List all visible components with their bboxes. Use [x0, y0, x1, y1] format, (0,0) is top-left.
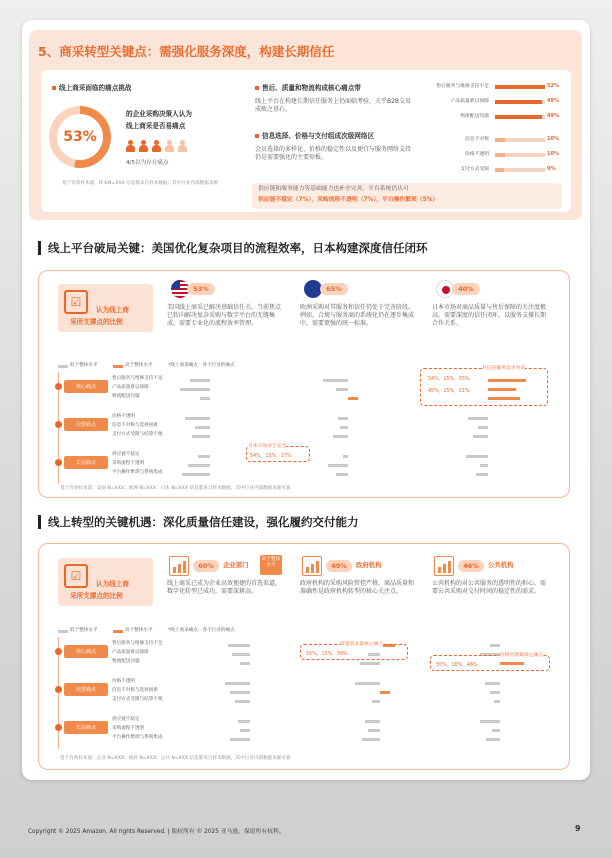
- row-label: 产品质量难以保障: [112, 385, 149, 390]
- segment-badge: 高于整体水平: [260, 555, 282, 575]
- right-bar-pct: 49%: [547, 98, 559, 104]
- group-tag: 长尾痛点: [64, 456, 108, 469]
- row-label: 价格不透明: [112, 414, 135, 419]
- online-pain-head: 线上商采面临的痛点挑战: [52, 84, 132, 93]
- person-icon: [139, 140, 148, 152]
- right-bar: [495, 153, 505, 157]
- row-label: 物流配送问题: [112, 659, 140, 664]
- row-label: 物流配送问题: [112, 394, 140, 399]
- chart-bar: [486, 738, 500, 741]
- callout1-value: 55%，15%，30%: [306, 652, 348, 657]
- chart-bar: [340, 426, 348, 429]
- timeline-dot: [55, 648, 62, 655]
- chart-bar: [190, 379, 210, 382]
- row-label: 产品质量难以保障: [112, 650, 149, 655]
- right-bar-pct: 10%: [547, 151, 559, 157]
- row-label: 平台操作繁琐与系统集成: [112, 735, 163, 740]
- group-tag: 核心痛点: [64, 380, 108, 393]
- row-label: 平台操作繁琐与系统集成: [112, 470, 163, 475]
- chart-bar: [240, 729, 250, 732]
- person-icon: [152, 140, 161, 152]
- country-text: 美国线上商采已解决基础信任关，当前焦点已转向解决复杂采购与数字平台的无缝集成，需要专业化的流程效率管理。: [167, 304, 282, 328]
- row-label: 供应链不稳定: [112, 452, 140, 457]
- chart-bar: [336, 473, 348, 476]
- segment-pct: 49%: [326, 560, 352, 572]
- chart-bar: [182, 473, 210, 476]
- chart-bar: [192, 435, 210, 438]
- person-icon: [178, 140, 187, 152]
- legend-label: 高于整体水平: [125, 363, 153, 368]
- row-label: 售后服务与维修支持不足: [112, 376, 163, 381]
- legend-swatch: [58, 630, 68, 633]
- callout-mid-title: 日本市场对于安全: [248, 444, 287, 449]
- segment-pct: 60%: [193, 560, 219, 572]
- chart-bar: [355, 682, 380, 685]
- mid-head2: 信息选择、价格与支付组成次级网络区: [255, 132, 374, 141]
- chart-bar: [240, 662, 250, 665]
- chart-bar: [480, 464, 488, 467]
- page-number: 9: [575, 824, 581, 833]
- row-label: 供应链不稳定: [112, 717, 140, 722]
- us-jp-box-line2: 采所支撑点的比例: [70, 318, 123, 326]
- pain-line1: 的企业采购决策人认为: [126, 110, 192, 118]
- segment-name: 政府机构: [356, 561, 382, 569]
- callout-mid-value: 54%，15%，17%: [250, 454, 292, 459]
- chart-bar: [230, 738, 250, 741]
- segment-name: 公共机构: [488, 561, 514, 569]
- us-jp-box-line1: 认为线上商: [96, 306, 129, 314]
- country-pct: 40%: [452, 283, 480, 295]
- chart-bar: [333, 435, 348, 438]
- trust-box-line2: 采所支撑点的比例: [70, 592, 123, 600]
- legend-label: *线上商采痛点：各个行业的痛点: [168, 363, 235, 368]
- chart-bar: [490, 691, 500, 694]
- chart-bar: [466, 455, 488, 458]
- group-tag: 长尾痛点: [64, 721, 108, 734]
- right-bar: [495, 85, 545, 89]
- mid-text2: 会员选择的多样化、价格的稳定性以及便宜与服务网络支持仍是需要强化的主要短板。: [255, 146, 412, 162]
- people-row: [126, 140, 216, 154]
- right-bar-pct: 9%: [547, 166, 556, 172]
- chart-bar: [473, 435, 488, 438]
- trust-heading: 线上转型的关键机遇：深化质量信任建设，强化履约交付能力: [48, 515, 359, 529]
- row-label: 价格不透明: [112, 679, 135, 684]
- chart-bar: [323, 379, 348, 382]
- chart-bar: [476, 473, 488, 476]
- row-label: 支付方式受限与结算不便: [112, 432, 163, 437]
- us-jp-heading: 线上平台破局关键：美国优化复杂项目的流程效率，日本构建深度信任闭环: [48, 241, 428, 255]
- right-bar-label: 售后服务与维修支持不足: [436, 84, 489, 89]
- legend-swatch: [58, 365, 68, 368]
- legend-label: 低于整体水平: [70, 628, 98, 633]
- chart-bar: [492, 729, 500, 732]
- institution-icon: [434, 556, 454, 576]
- ring-value: 53%: [57, 114, 103, 160]
- segment-text: 线上商采已成为企业高效便捷的首选渠道，数字化转型已成功，需要深耕高。: [167, 580, 282, 596]
- right-bar: [495, 138, 505, 142]
- heading-bar-2: [38, 515, 41, 529]
- chart-bar: [372, 700, 380, 703]
- chart-bar: [198, 455, 210, 458]
- country-pct: 53%: [187, 283, 215, 295]
- callout-box: [420, 368, 548, 406]
- timeline-dot: [55, 383, 62, 390]
- chart-bar: [188, 464, 210, 467]
- chart-bar: [200, 397, 210, 400]
- country-pct: 65%: [320, 283, 348, 295]
- pain-note: 基于有效样本量，样本N=XXX 信息都来自样本数据，其中行业内部数据来源: [62, 181, 219, 186]
- footer-copyright: Copyright © 2025 Amazon. All rights Reserved. | 版权所有 © 2025 亚马逊。保留所有权利。: [28, 829, 285, 835]
- group-tag: 次要痛点: [64, 418, 108, 431]
- right-bar-label: 物流配送问题: [460, 114, 489, 119]
- chart-bar: [348, 397, 358, 400]
- timeline-dot: [55, 724, 62, 731]
- building-icon: [169, 556, 189, 576]
- segment-text: 政府机构的采购风险管控严格，商品质量和准确性是政府机构转型的核心关注点。: [300, 580, 415, 596]
- heading-bar-1: [38, 241, 41, 255]
- legend-label: *线上商采痛点：各个行业的痛点: [168, 628, 235, 633]
- right-bar-label: 价格不透明: [465, 152, 489, 157]
- chart-bar: [360, 662, 380, 665]
- person-icon: [126, 140, 135, 152]
- right-bar: [495, 115, 542, 119]
- chart-bar: [478, 426, 488, 429]
- chart-bar: [362, 738, 380, 741]
- segment-pct: 46%: [458, 560, 484, 572]
- legend-swatch: [113, 365, 123, 368]
- checklist-icon: ☑: [64, 290, 88, 314]
- person-icon: [165, 140, 174, 152]
- callout2-value: 55%，16%，46%: [436, 663, 478, 668]
- mid-text1: 线上平台在构建长期信任服务上仍面临考验，关乎B2B交易成败之基石。: [255, 98, 412, 114]
- chart-bar: [485, 682, 500, 685]
- chart-bar: [468, 417, 488, 420]
- right-bar: [495, 168, 504, 172]
- chart-bar: [238, 720, 250, 723]
- chart-bar: [338, 417, 348, 420]
- callout2-title: 价格管理最核心痛点: [500, 653, 544, 658]
- callout-value: 45%，15%，51%: [428, 389, 470, 394]
- chart-bar: [368, 729, 380, 732]
- group-tag: 次要痛点: [64, 683, 108, 696]
- mid-head1: 售后、质量和物流构成核心痛点带: [255, 84, 361, 93]
- government-icon: [302, 556, 322, 576]
- chart-bar: [232, 653, 250, 656]
- right-bar-label: 信息不对称: [465, 137, 489, 142]
- bottom-note-2: 供应链不稳定（7%），采购流程不透明（7%），平台操作繁琐（5%）: [258, 197, 439, 203]
- chart-bar: [235, 700, 250, 703]
- people-caption: 4/5以为存在痛点: [126, 160, 169, 166]
- segment-text: 公共机构的对公共服务的透明性的担心，需要公共采购对交付时间的稳定性的需求。: [432, 580, 547, 596]
- country-text: 日本市场对商品质量与售后保障的关注度极高，需要深度的信任闭环，以服务支撑长期合作关系。: [432, 304, 547, 328]
- chart-bar: [343, 455, 348, 458]
- right-bar: [495, 100, 542, 104]
- chart-bar: [365, 720, 380, 723]
- group-tag: 核心痛点: [64, 645, 108, 658]
- timeline-dot: [55, 686, 62, 693]
- segment-name: 企业部门: [223, 561, 249, 569]
- chart-bar: [228, 644, 250, 647]
- timeline-dot: [55, 421, 62, 428]
- right-bar-label: 产品质量难以保障: [450, 99, 489, 104]
- chart-bar: [230, 691, 250, 694]
- section5-title: 5、商采转型关键点：需强化服务深度，构建长期信任: [38, 44, 335, 59]
- right-bar-pct: 10%: [547, 136, 559, 142]
- callout-value: 54%，15%，55%: [428, 377, 470, 382]
- trust-note: 基于有效样本量：企业 N=XXX；政府 N=XXX；公共 N=XXX 信息都来自样本数据，其中行业内部数据来源可靠: [60, 756, 291, 761]
- chart-bar: [380, 691, 390, 694]
- right-bar-label: 支付方式受限: [460, 167, 489, 172]
- right-bar-pct: 49%: [547, 113, 559, 119]
- chart-bar: [480, 720, 500, 723]
- chart-bar: [185, 417, 210, 420]
- chart-bar: [225, 682, 250, 685]
- chart-bar: [494, 700, 500, 703]
- callout1-title: 质量需求最核心痛点: [340, 642, 384, 647]
- us-jp-note: 基于有效样本量：美国 N=XXX；欧洲 N=XXX；日本 N=XXX 信息都来自样本数据，其中行业内部数据来源可靠: [60, 486, 291, 491]
- callout-right-title: 对信任服务需求更高: [482, 366, 526, 371]
- row-label: 采购流程不透明: [112, 461, 145, 466]
- chart-bar: [180, 388, 210, 391]
- legend-label: 低于整体水平: [70, 363, 98, 368]
- row-label: 售后服务与维修支持不足: [112, 641, 163, 646]
- country-text: 欧洲采购对其服务和信任仍处于完善阶段。例如，合规与服务商的系统化仍在逐步集成中，需要更强的统一标准。: [300, 304, 415, 328]
- trust-box-line1: 认为线上商: [96, 580, 129, 588]
- pain-line2: 线上商采是否易痛点: [126, 122, 186, 130]
- chart-bar: [195, 426, 210, 429]
- row-label: 采购流程不透明: [112, 726, 145, 731]
- right-bars: [425, 84, 565, 179]
- legend-label: 高于整体水平: [125, 628, 153, 633]
- bottom-note-1: 供应链和服务能力等基础能力也补全完善，平台系统仍认可: [258, 186, 409, 192]
- row-label: 信息不对称与选择困难: [112, 423, 158, 428]
- row-label: 支付方式受限与结算不便: [112, 697, 163, 702]
- checklist-icon: ☑: [64, 564, 88, 588]
- legend-swatch: [113, 630, 123, 633]
- right-bar-pct: 52%: [547, 83, 559, 89]
- row-label: 信息不对称与选择困难: [112, 688, 158, 693]
- timeline-dot: [55, 459, 62, 466]
- chart-bar: [328, 464, 348, 467]
- chart-bar: [490, 644, 500, 647]
- chart-bar: [336, 388, 348, 391]
